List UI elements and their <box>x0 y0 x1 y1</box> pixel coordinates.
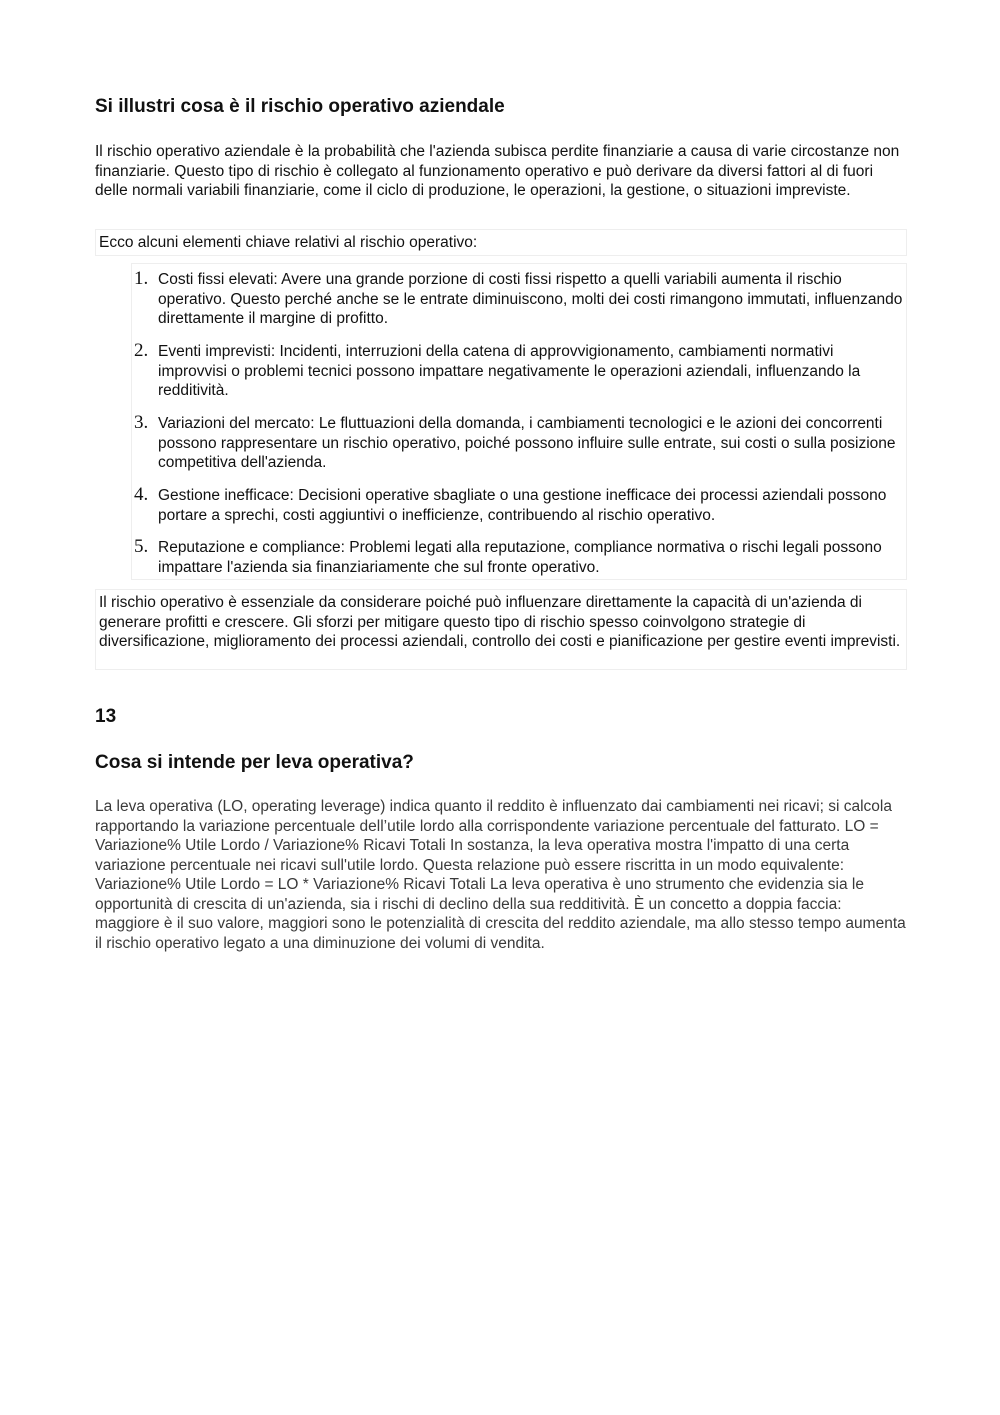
list-item-text: Gestione inefficace: Decisioni operative sbagliate o una gestione inefficace dei processi aziendali possono portare a sprechi, costi aggiuntivi o inefficienze, contribuendo al rischio operativo. <box>158 487 887 524</box>
list-item-text: Variazioni del mercato: Le fluttuazioni della domanda, i cambiamenti tecnologici e le azioni dei concorrenti possono rappresentare un rischio operativo, poiché possono influire sulle entrate, sui costi o sulla posizione competitiva dell'azienda. <box>158 415 896 471</box>
section-title: Si illustri cosa è il rischio operativo aziendale <box>95 96 505 117</box>
list-item-number: 1. <box>134 268 149 289</box>
list-lead-text: Ecco alcuni elementi chiave relativi al rischio operativo: <box>99 234 478 251</box>
list-item-text: Costi fissi elevati: Avere una grande porzione di costi fissi rispetto a quelli variabili aumenta il rischio operativo. Questo perché anche se le entrate diminuiscono, molti dei costi rimangono immutati, influenzando direttamente il margine di profitto. <box>158 271 903 327</box>
answer-paragraph: La leva operativa (LO, operating leverage) indica quanto il reddito è influenzato dai cambiamenti nei ricavi; si calcola rapportando la variazione percentuale dell’utile lordo alla corrispondente variazione percentuale del fatturato. LO = Variazione% Utile Lordo / Variazione% Ricavi Totali In sostanza, la leva operativa mostra l'impatto di una certa variazione percentuale nei ricavi sull'utile lordo. Questa relazione può essere riscritta in un modo equivalente: Variazione% Utile Lordo = LO * Variazione% Ricavi Totali La leva operativa è uno strumento che evidenzia sia le opportunità di crescita di un'azienda, sia i rischi di declino della sua redditività. È un concetto a doppia faccia: maggiore è il suo valore, maggiori sono le potenzialità di crescita del reddito aziendale, ma allo stesso tempo aumenta il rischio operativo legato a una diminuzione dei volumi di vendita. <box>95 798 906 952</box>
question-number: 13 <box>95 706 117 727</box>
list-item-number: 3. <box>134 412 149 433</box>
list-item-number: 5. <box>134 536 149 557</box>
list-item-text: Reputazione e compliance: Problemi legati alla reputazione, compliance normativa o rischi legali possono impattare l'azienda sia finanziariamente che sul fronte operativo. <box>158 539 882 576</box>
list-item-number: 2. <box>134 340 149 361</box>
list-item-text: Eventi imprevisti: Incidenti, interruzioni della catena di approvvigionamento, cambiamenti normativi improvvisi o problemi tecnici possono impattare negativamente le operazioni aziendali, influenzando la redditività. <box>158 343 861 399</box>
closing-paragraph: Il rischio operativo è essenziale da considerare poiché può influenzare direttamente la capacità di un'azienda di generare profitti e crescere. Gli sforzi per mitigare questo tipo di rischio spesso coinvolgono strategie di diversificazione, miglioramento dei processi aziendali, controllo dei costi e pianificazione per gestire eventi imprevisti. <box>99 594 901 650</box>
key-elements-list <box>131 263 907 580</box>
closing-box <box>95 589 907 670</box>
list-lead-box <box>95 229 907 256</box>
list-item-number: 4. <box>134 484 149 505</box>
intro-paragraph: Il rischio operativo aziendale è la probabilità che l'azienda subisca perdite finanziarie a causa di varie circostanze non finanziarie. Questo tipo di rischio è collegato al funzionamento operativo e può derivare da diversi fattori al di fuori delle normali variabili finanziarie, come il ciclo di produzione, le operazioni, la gestione, o situazioni impreviste. <box>95 143 900 199</box>
question-title: Cosa si intende per leva operativa? <box>95 752 414 773</box>
